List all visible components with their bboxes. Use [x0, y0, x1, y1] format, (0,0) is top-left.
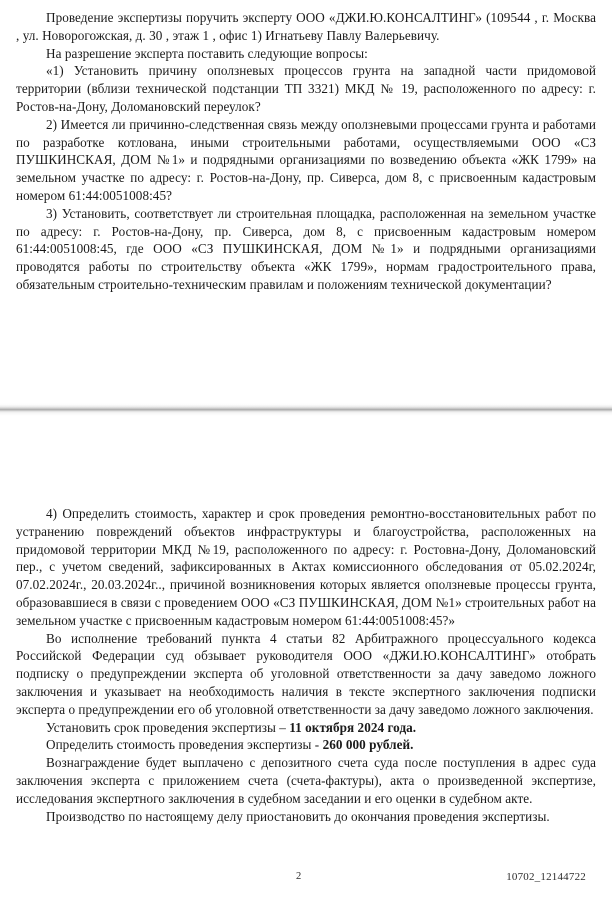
paragraph-expertise-deadline: [16, 719, 596, 737]
cost-amount-emphasis: 260 000 рублей.: [322, 737, 414, 753]
paragraph-payment-terms: Вознаграждение будет выплачено с депозитного счета суда после поступления в адрес суда заключения эксперта с приложением счета (счета-фактуры), акта о произведенной экспертизе, исследования экспертного заключения в судебном заседании и его оценки в судебном акте.: [16, 755, 596, 806]
deadline-lead-text: Установить срок проведения экспертизы –: [46, 719, 290, 735]
document-reference-number: 10702_12144722: [506, 871, 586, 883]
page-number: 2: [296, 871, 302, 882]
document-page-two: [0, 416, 612, 906]
page-footer: [16, 871, 596, 889]
paragraph-questions-intro: На разрешение эксперта поставить следующие вопросы:: [46, 45, 368, 61]
paragraph-criminal-liability-warning: Во исполнение требований пункта 4 статьи 82 Арбитражного процессуального кодекса Российской Федерации суд обзывает руководителя ООО «ДЖИ.Ю.КОНСАЛТИНГ» отобрать подписку о предупреждении эксперта об уголовной ответственности за дачу заведомо ложного заключения и указывает на необходимость наличия в тексте экспертного заключения подписки эксперта о предупреждении его об уголовной ответственности за дачу заведомо ложного заключения.: [16, 630, 596, 717]
deadline-date-emphasis: 11 октября 2024 года.: [289, 719, 417, 735]
paragraph-question-4: 4) Определить стоимость, характер и срок проведения ремонтно-восстановительных работ по устранению повреждений объектов инфраструктуры и благоустройства, расположенных на придомовой территории МКД №19, расположенного по адресу: г. Ростовна-Дону, Доломановский пер., с учетом сведений, зафиксированных в Актах комиссионного обследования от 05.02.2024г, 07.02.2024г., 20.03.2024г.., причиной возникновения которых является оползневые процессы грунта, образовавшиеся в связи с проведением ООО «СЗ ПУШКИНСКАЯ, ДОМ №1» строительных работ на земельном участке с присвоенным кадастровым номером 61:44:0051008:45?»: [16, 506, 596, 628]
document-page-one: [0, 0, 612, 405]
page-break-separator: [0, 403, 612, 416]
paragraph-question-3: 3) Установить, соответствует ли строительная площадка, расположенная на земельном участке по адресу: г. Ростов-на-Дону, пр. Сиверса, дом 8, с присвоенным кадастровым номером 61:44:0051008:45, где ООО «СЗ ПУШКИНСКАЯ, ДОМ №1» и подрядными организациями проводятся работы по строительству объекта «ЖК 1799», нормам градостроительного права, обязательным строительно-техническим правилам и положениям технической документации?: [16, 205, 596, 292]
cost-lead-text: Определить стоимость проведения экспертизы -: [46, 737, 323, 753]
paragraph-expertise-cost: [16, 736, 596, 754]
paragraph-expert-assignment: Проведение экспертизы поручить эксперту ООО «ДЖИ.Ю.КОНСАЛТИНГ» (109544 , г. Москва , ул. Новорогожская, д. 30 , этаж 1 , офис 1) Игнатьеву Павлу Валерьевичу.: [16, 10, 596, 43]
paragraph-question-1: «1) Установить причину оползневых процессов грунта на западной части придомовой территории (вблизи технической подстанции ТП 3321) МКД № 19, расположенного по адресу: г. Ростов-на-Дону, Доломановский переулок?: [16, 63, 596, 114]
paragraph-proceedings-suspended: Производство по настоящему делу приостановить до окончания проведения экспертизы.: [46, 808, 550, 824]
paragraph-question-2: 2) Имеется ли причинно-следственная связь между оползневыми процессами грунта и работами по разработке котлована, иными строительными работами, осуществляемыми ООО «СЗ ПУШКИНСКАЯ, ДОМ №1» и подрядными организациями по возведению объекта «ЖК 1799» на земельном участке по адресу: г. Ростов-на-Дону, пр. Сиверса, дом 8, с присвоенным кадастровым номером 61:44:0051008:45?: [16, 116, 596, 203]
page-two-body: [16, 416, 596, 825]
